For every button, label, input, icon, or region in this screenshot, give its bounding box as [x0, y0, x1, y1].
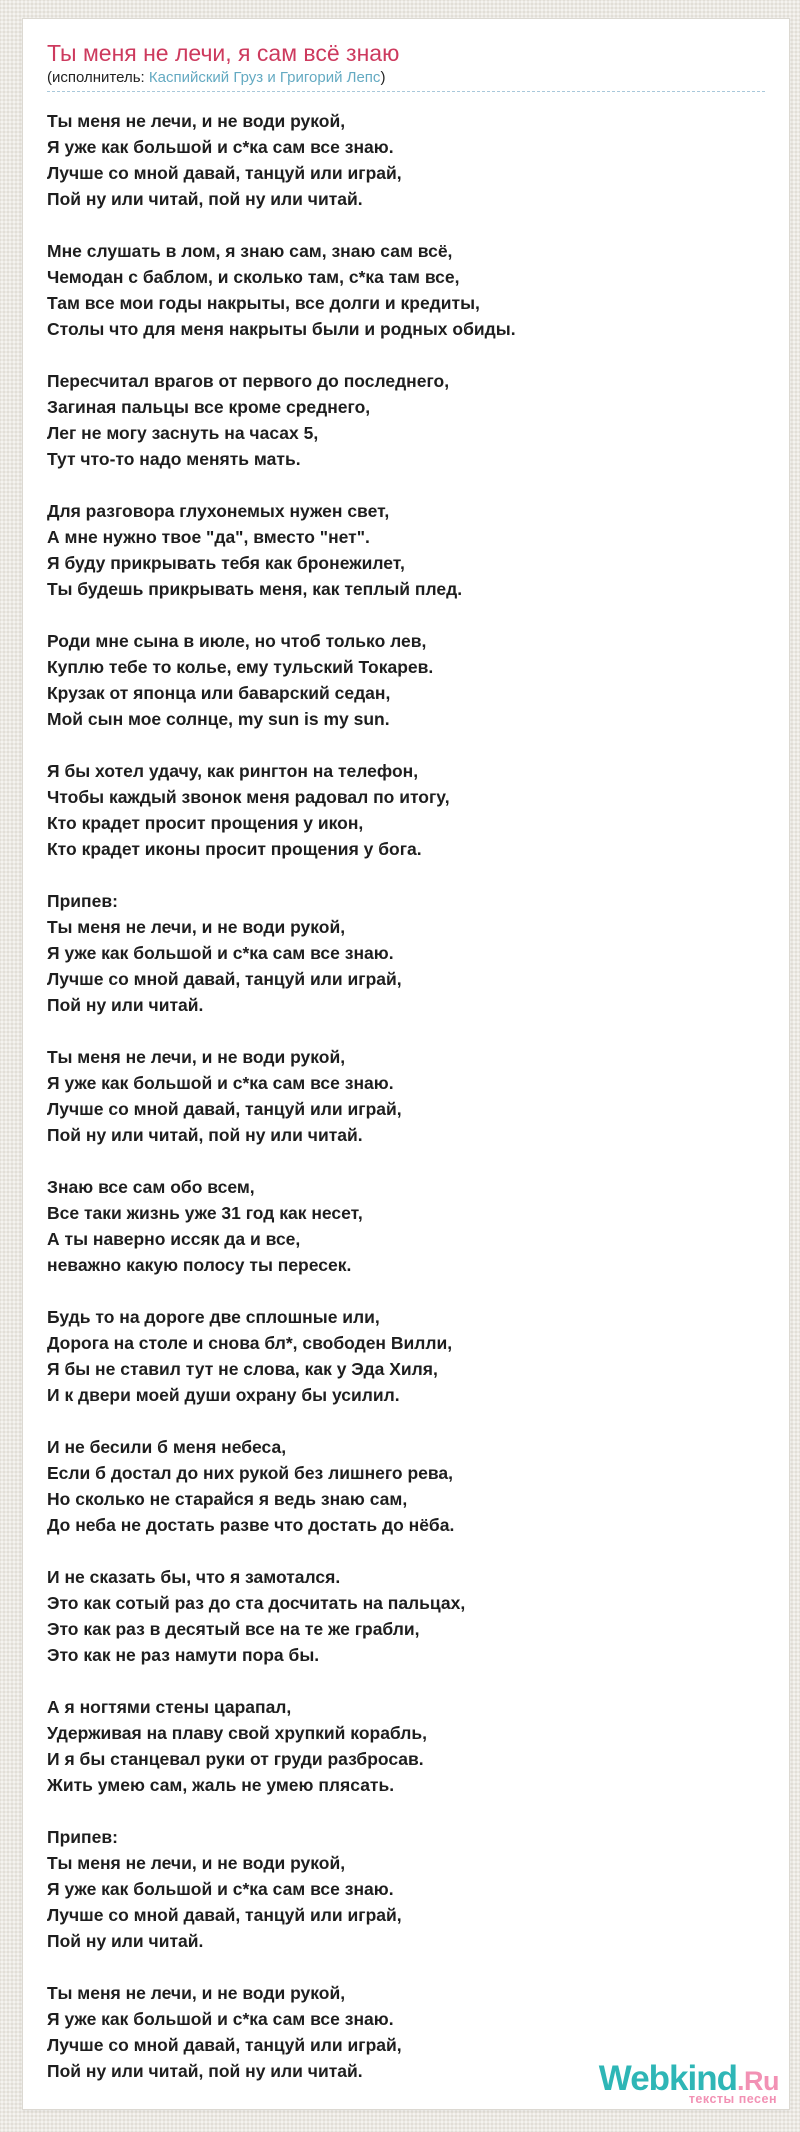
lyric-line: Мне слушать в лом, я знаю сам, знаю сам всё, — [47, 241, 453, 261]
lyric-line: Тут что-то надо менять мать. — [47, 449, 301, 469]
lyric-line: Я уже как большой и с*ка сам все знаю. — [47, 2009, 394, 2029]
lyric-line: Но сколько не старайся я ведь знаю сам, — [47, 1489, 408, 1509]
logo-tagline: тексты песен — [688, 2091, 777, 2106]
logo-main-text: Webkind — [598, 2058, 737, 2098]
artist-link[interactable]: Каспийский Груз и Григорий Лепс — [148, 69, 381, 86]
artist-label-prefix: (исполнитель: — [47, 69, 149, 86]
lyric-line: Там все мои годы накрыты, все долги и кредиты, — [47, 293, 480, 313]
lyric-line: И я бы станцевал руки от груди разбросав. — [47, 1749, 424, 1769]
lyric-line: А я ногтями стены царапал, — [47, 1697, 292, 1717]
lyric-line: Дорога на столе и снова бл*, свободен Вилли, — [47, 1333, 453, 1353]
logo-suffix-text: .Ru — [737, 2065, 779, 2096]
lyric-line: Удерживая на плаву свой хрупкий корабль, — [47, 1723, 428, 1743]
lyric-line: А мне нужно твое "да", вместо "нет". — [47, 527, 370, 547]
stanza — [47, 108, 765, 212]
lyric-line: Загиная пальцы все кроме среднего, — [47, 397, 371, 417]
lyric-line: Пой ну или читай, пой ну или читай. — [47, 1125, 363, 1145]
lyric-line: Для разговора глухонемых нужен свет, — [47, 501, 390, 521]
lyric-line: Чемодан с баблом, и сколько там, с*ка там все, — [47, 267, 460, 287]
lyric-line: Роди мне сына в июле, но чтоб только лев, — [47, 631, 427, 651]
lyric-line: Если б достал до них рукой без лишнего рева, — [47, 1463, 454, 1483]
lyric-line: неважно какую полосу ты пересек. — [47, 1255, 352, 1275]
logo-wordmark — [598, 2058, 779, 2098]
stanza — [47, 1304, 765, 1408]
lyric-line: Это как раз в десятый все на те же грабли, — [47, 1619, 420, 1639]
lyric-line: Я уже как большой и с*ка сам все знаю. — [47, 137, 394, 157]
stanza — [47, 1824, 765, 1954]
lyric-line: А ты наверно иссяк да и все, — [47, 1229, 301, 1249]
lyric-line: Лег не могу заснуть на часах 5, — [47, 423, 319, 443]
lyric-line: Припев: — [47, 891, 118, 911]
lyrics — [47, 108, 765, 2084]
lyric-line: Столы что для меня накрыты были и родных обиды. — [47, 319, 516, 339]
stanza — [47, 1434, 765, 1538]
lyric-line: Пересчитал врагов от первого до последнего, — [47, 371, 450, 391]
artist-label-suffix: ) — [380, 69, 386, 86]
stanza — [47, 628, 765, 732]
lyric-line: И к двери моей души охрану бы усилил. — [47, 1385, 400, 1405]
lyric-line: Это как сотый раз до ста досчитать на пальцах, — [47, 1593, 466, 1613]
lyric-line: Ты меня не лечи, и не води рукой, — [47, 1983, 346, 2003]
lyric-line: Пой ну или читай, пой ну или читай. — [47, 189, 363, 209]
lyric-line: Лучше со мной давай, танцуй или играй, — [47, 2035, 402, 2055]
lyric-line: Лучше со мной давай, танцуй или играй, — [47, 1099, 402, 1119]
lyric-line: Ты меня не лечи, и не води рукой, — [47, 1047, 346, 1067]
lyric-line: Будь то на дороге две сплошные или, — [47, 1307, 380, 1327]
lyric-line: Жить умею сам, жаль не умею плясать. — [47, 1775, 395, 1795]
lyric-line: Ты меня не лечи, и не води рукой, — [47, 1853, 346, 1873]
lyric-line: Пой ну или читай. — [47, 1931, 204, 1951]
lyric-line: Лучше со мной давай, танцуй или играй, — [47, 163, 402, 183]
page-title: Ты меня не лечи, я сам всё знаю — [47, 40, 400, 66]
stanza — [47, 368, 765, 472]
lyric-line: Ты меня не лечи, и не води рукой, — [47, 917, 346, 937]
stanza — [47, 238, 765, 342]
lyric-line: Все таки жизнь уже 31 год как несет, — [47, 1203, 363, 1223]
stanza — [47, 1694, 765, 1798]
lyric-line: Я буду прикрывать тебя как бронежилет, — [47, 553, 405, 573]
lyric-line: Я бы не ставил тут не слова, как у Эда Хиля, — [47, 1359, 438, 1379]
lyric-line: Припев: — [47, 1827, 118, 1847]
lyric-line: Чтобы каждый звонок меня радовал по итогу, — [47, 787, 450, 807]
lyric-line: Я уже как большой и с*ка сам все знаю. — [47, 943, 394, 963]
lyric-line: Лучше со мной давай, танцуй или играй, — [47, 1905, 402, 1925]
lyric-line: Лучше со мной давай, танцуй или играй, — [47, 969, 402, 989]
lyric-line: И не бесили б меня небеса, — [47, 1437, 287, 1457]
stanza — [47, 498, 765, 602]
lyric-line: Ты будешь прикрывать меня, как теплый плед. — [47, 579, 463, 599]
lyric-line: Куплю тебе то колье, ему тульский Токарев. — [47, 657, 434, 677]
lyric-line: Я уже как большой и с*ка сам все знаю. — [47, 1073, 394, 1093]
lyric-line: Знаю все сам обо всем, — [47, 1177, 255, 1197]
lyric-line: Я бы хотел удачу, как рингтон на телефон, — [47, 761, 419, 781]
lyrics-card — [22, 18, 790, 2110]
artist-line — [47, 67, 765, 92]
lyric-line: Я уже как большой и с*ка сам все знаю. — [47, 1879, 394, 1899]
lyric-line: До неба не достать разве что достать до нёба. — [47, 1515, 455, 1535]
lyric-line: Мой сын мое солнце, my sun is my sun. — [47, 709, 390, 729]
lyric-line: И не сказать бы, что я замотался. — [47, 1567, 341, 1587]
lyric-line: Пой ну или читай. — [47, 995, 204, 1015]
lyric-line: Кто крадет просит прощения у икон, — [47, 813, 364, 833]
stanza — [47, 1564, 765, 1668]
lyric-line: Ты меня не лечи, и не води рукой, — [47, 111, 346, 131]
stanza — [47, 1174, 765, 1278]
lyric-line: Крузак от японца или баварский седан, — [47, 683, 391, 703]
stanza — [47, 1044, 765, 1148]
stanza — [47, 888, 765, 1018]
lyric-line: Кто крадет иконы просит прощения у бога. — [47, 839, 422, 859]
lyric-line: Пой ну или читай, пой ну или читай. — [47, 2061, 363, 2081]
stanza — [47, 758, 765, 862]
lyric-line: Это как не раз намути пора бы. — [47, 1645, 320, 1665]
webkind-logo[interactable] — [598, 2058, 779, 2106]
